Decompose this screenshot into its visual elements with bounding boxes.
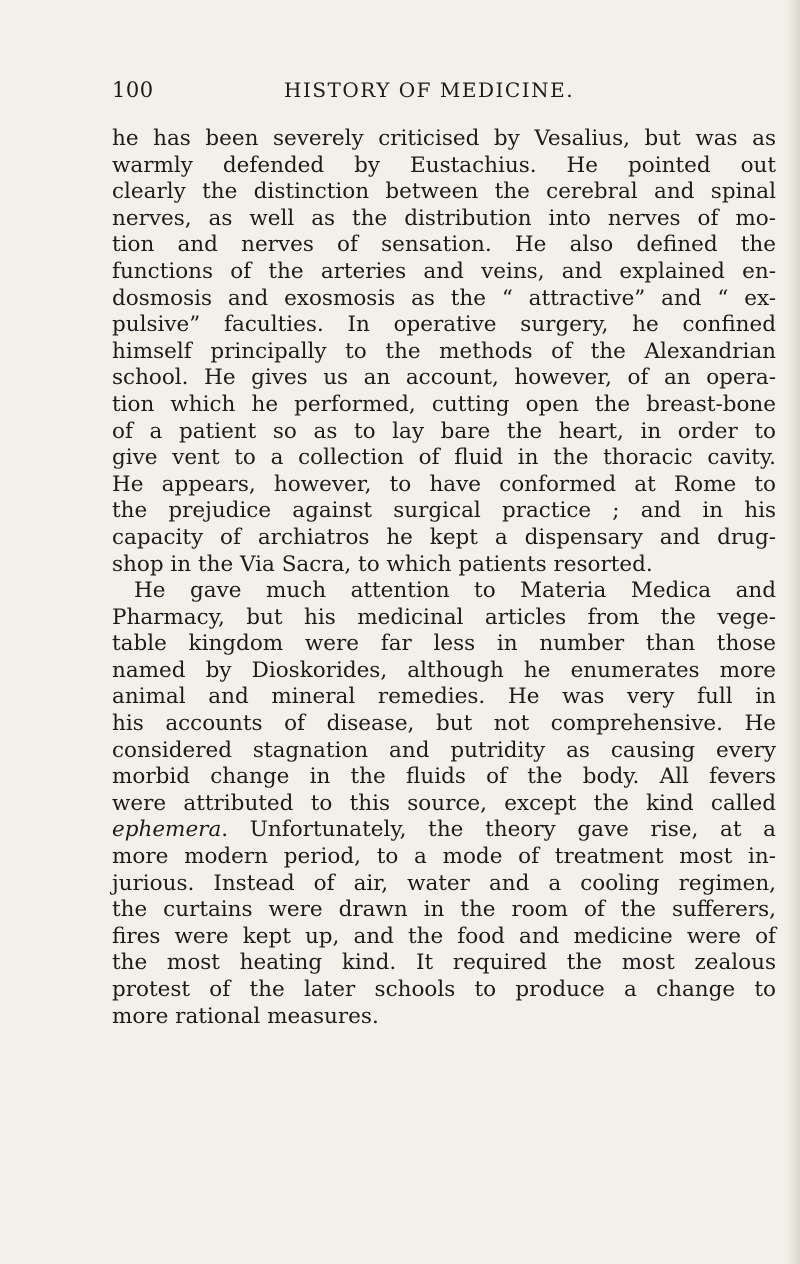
page-header bbox=[112, 78, 732, 108]
text-line: the most heating kind. It required the most zealous bbox=[112, 950, 776, 976]
text-line: shop in the Via Sacra, to which patients resorted. bbox=[112, 551, 653, 577]
text-line: capacity of archiatros he kept a dispensary and drug- bbox=[112, 524, 776, 550]
text-line: warmly defended by Eustachius. He pointed out bbox=[112, 152, 776, 178]
running-head: HISTORY OF MEDICINE. bbox=[284, 78, 575, 102]
text-line: He gave much attention to Materia Medica and bbox=[134, 578, 776, 604]
text-line bbox=[112, 817, 776, 844]
text-line: were attributed to this source, except the kind called bbox=[112, 790, 776, 816]
text-line: morbid change in the fluids of the body. All fevers bbox=[112, 764, 776, 790]
text-line: pulsive” faculties. In operative surgery, he confined bbox=[112, 312, 776, 338]
page-edge-shadow bbox=[786, 0, 800, 1264]
text-line: functions of the arteries and veins, and explained en- bbox=[112, 258, 776, 284]
text-line: clearly the distinction between the cerebral and spinal bbox=[112, 179, 776, 205]
text-line: He appears, however, to have conformed at Rome to bbox=[112, 471, 776, 497]
italic-term: ephemera bbox=[112, 817, 222, 843]
text-line: the curtains were drawn in the room of the sufferers, bbox=[112, 897, 776, 923]
text-line: of a patient so as to lay bare the heart, in order to bbox=[112, 418, 776, 444]
text-line: animal and mineral remedies. He was very full in bbox=[112, 684, 776, 710]
text-line: his accounts of disease, but not comprehensive. He bbox=[112, 711, 776, 737]
text-line: he has been severely criticised by Vesalius, but was as bbox=[112, 126, 776, 151]
text-line: tion which he performed, cutting open the breast-bone bbox=[112, 391, 776, 417]
text-line-rest: . Unfortunately, the theory gave rise, at a bbox=[221, 817, 776, 843]
text-line: school. He gives us an account, however, of an opera- bbox=[112, 365, 776, 391]
text-line: jurious. Instead of air, water and a cooling regimen, bbox=[112, 870, 776, 896]
text-line: named by Dioskorides, although he enumerates more bbox=[112, 657, 776, 683]
text-line: protest of the later schools to produce a change to bbox=[112, 977, 776, 1002]
text-line: nerves, as well as the distribution into nerves of mo- bbox=[112, 205, 776, 231]
text-line: more rational measures. bbox=[112, 1003, 379, 1029]
text-line: dosmosis and exosmosis as the “ attractive” and “ ex- bbox=[112, 285, 776, 311]
text-line: give vent to a collection of fluid in the thoracic cavity. bbox=[112, 445, 776, 471]
text-line: himself principally to the methods of the Alexandrian bbox=[112, 338, 776, 364]
text-line: fires were kept up, and the food and medicine were of bbox=[112, 923, 776, 949]
text-line: Pharmacy, but his medicinal articles from the vege- bbox=[112, 604, 776, 630]
text-line: the prejudice against surgical practice ; and in his bbox=[112, 498, 776, 524]
text-line: table kingdom were far less in number than those bbox=[112, 631, 776, 657]
text-line: tion and nerves of sensation. He also defined the bbox=[112, 232, 776, 258]
body-text bbox=[112, 126, 776, 1030]
text-line: considered stagnation and putridity as causing every bbox=[112, 737, 776, 763]
page-number: 100 bbox=[112, 78, 154, 102]
text-line: more modern period, to a mode of treatment most in- bbox=[112, 844, 776, 870]
